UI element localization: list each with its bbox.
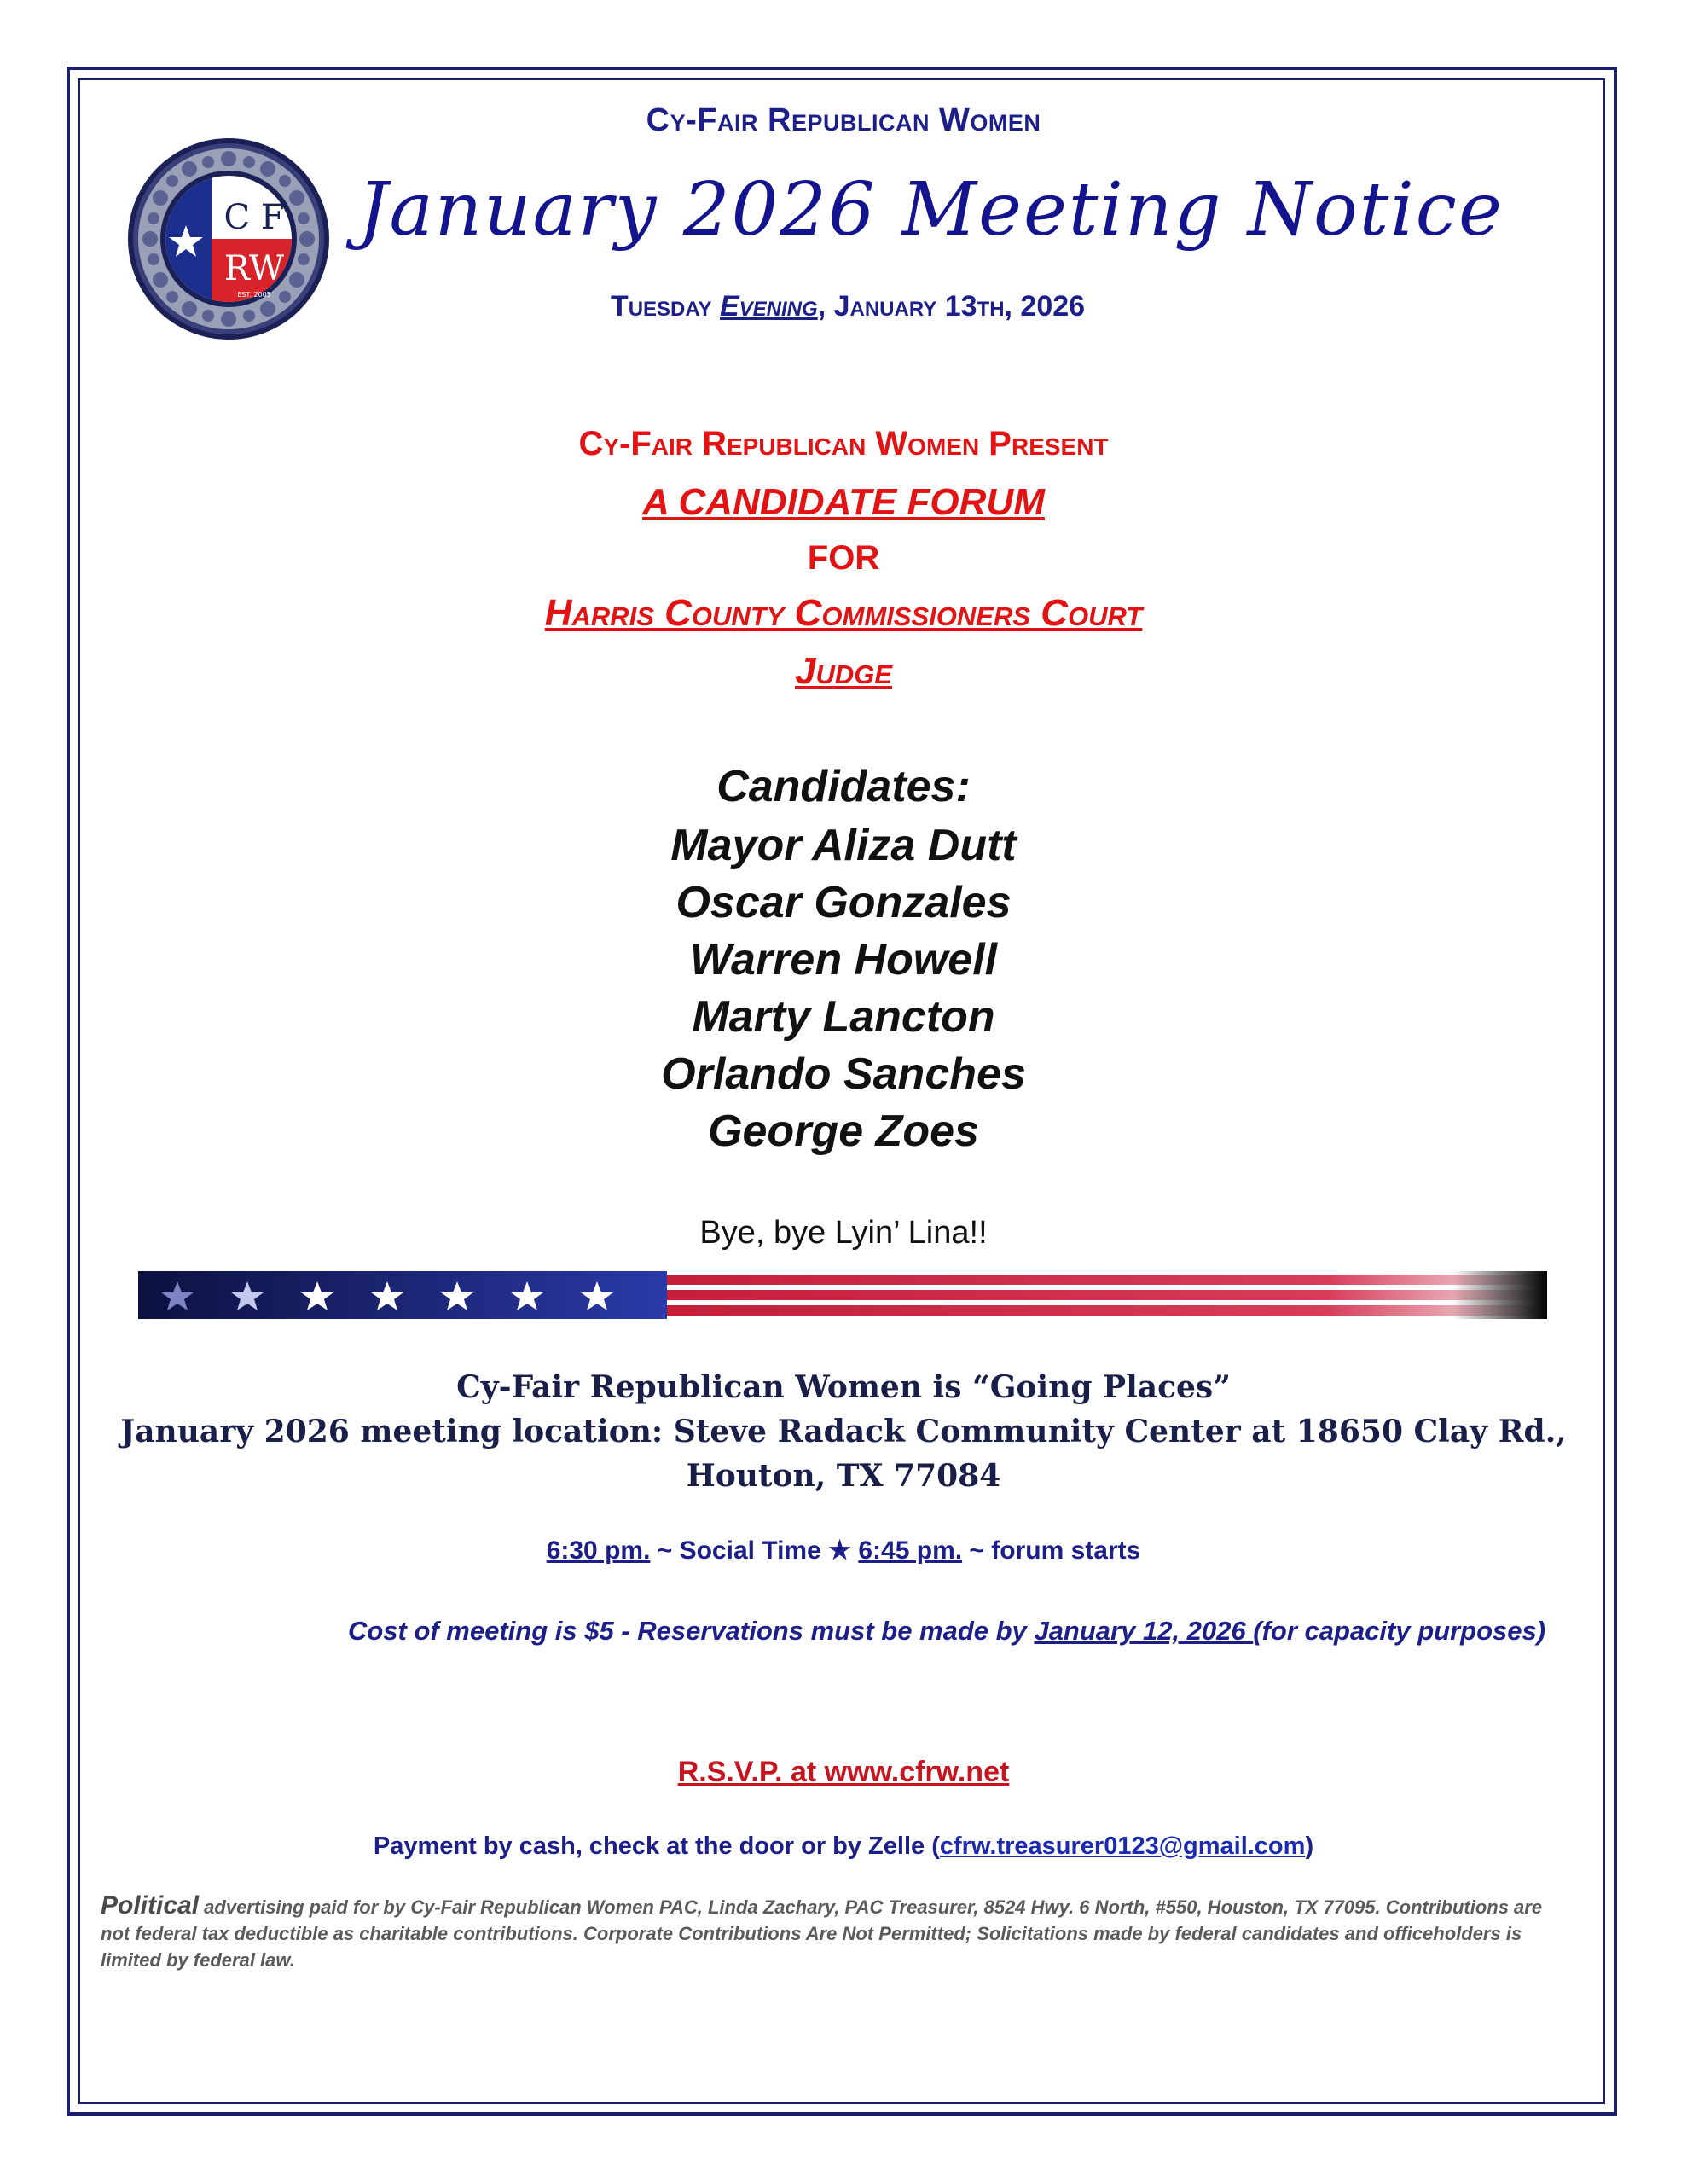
reservation-deadline: January 12, 2026	[1034, 1616, 1254, 1646]
cost-text: Cost of meeting is $5 - Reservations must be made by	[347, 1616, 1035, 1646]
flag-banner	[138, 1271, 1547, 1319]
forum-title	[0, 481, 1687, 524]
forum-for	[0, 539, 1687, 578]
main-title: January 2026 Meeting Notice	[358, 167, 1504, 253]
forum-present-line	[0, 425, 1687, 463]
forum-court-text: Harris County Commissioners Court	[544, 592, 1143, 634]
social-label: ~ Social Time ★	[650, 1536, 859, 1565]
tagline: Bye, bye Lyin’ Lina!!	[699, 1215, 988, 1251]
candidate-name: Mayor Aliza Dutt	[670, 821, 1017, 870]
candidate-name: George Zoes	[708, 1107, 979, 1156]
candidate-name: Marty Lancton	[692, 992, 995, 1042]
forum-title-text: A CANDIDATE FORUM	[642, 481, 1045, 523]
logo-cf-text: C F	[223, 198, 285, 237]
location-city-line: Houton, TX 77084	[686, 1458, 1001, 1494]
meeting-date	[0, 290, 1687, 323]
going-places-line: Cy-Fair Republican Women is “Going Places”	[456, 1369, 1231, 1405]
candidate-name: Warren Howell	[689, 935, 998, 985]
forum-for-text: FOR	[807, 539, 880, 577]
payment-close: )	[1305, 1833, 1314, 1860]
payment-text: Payment by cash, check at the door or by Zelle (	[373, 1833, 940, 1860]
social-time: 6:30 pm.	[546, 1536, 651, 1565]
forum-present-text: Cy-Fair Republican Women Present	[578, 425, 1109, 462]
candidate-name: Oscar Gonzales	[675, 878, 1012, 927]
forum-label: ~ forum starts	[962, 1536, 1141, 1565]
cost-purpose: (for capacity purposes)	[1253, 1616, 1546, 1646]
org-title	[0, 102, 1687, 139]
date-day: Tuesday	[610, 290, 712, 322]
disclaimer-text: advertising paid for by Cy-Fair Republican Women PAC, Linda Zachary, PAC Treasurer, 8524 Hwy. 6 North, #550, Houston, TX 77095. Contributions are not federal tax deductible as charitable contributions. Corporate Contributions Are Not Permitted; Solicitations made by federal candidates and officeholders is limited by federal law.	[101, 1896, 1543, 1971]
schedule-line	[0, 1536, 1687, 1565]
political-disclaimer	[101, 1892, 1551, 1973]
location-block	[0, 1365, 1687, 1498]
rsvp-link[interactable]: R.S.V.P. at www.cfrw.net	[677, 1756, 1010, 1788]
logo-rw-text: RW	[223, 249, 285, 288]
treasurer-email-link[interactable]: cfrw.treasurer0123@gmail.com	[939, 1833, 1306, 1860]
candidate-name: Orlando Sanches	[661, 1049, 1026, 1099]
date-rest: , January 13th, 2026	[817, 290, 1086, 322]
payment-note	[0, 1833, 1687, 1861]
date-evening: Evening	[719, 290, 818, 322]
disclaimer-lead: Political	[101, 1891, 200, 1920]
forum-time: 6:45 pm.	[858, 1536, 963, 1565]
candidate-list	[0, 817, 1687, 1160]
org-title-text: Cy-Fair Republican Women	[646, 102, 1041, 138]
cost-note	[333, 1614, 1561, 1648]
forum-judge-text: Judge	[794, 650, 893, 692]
forum-court	[0, 592, 1687, 635]
logo-est-text: EST. 2005	[237, 291, 271, 299]
candidates-heading: Candidates:	[716, 762, 971, 811]
location-address-line: January 2026 meeting location: Steve Radack Community Center at 18650 Clay Rd.,	[120, 1414, 1567, 1449]
forum-judge	[0, 650, 1687, 693]
